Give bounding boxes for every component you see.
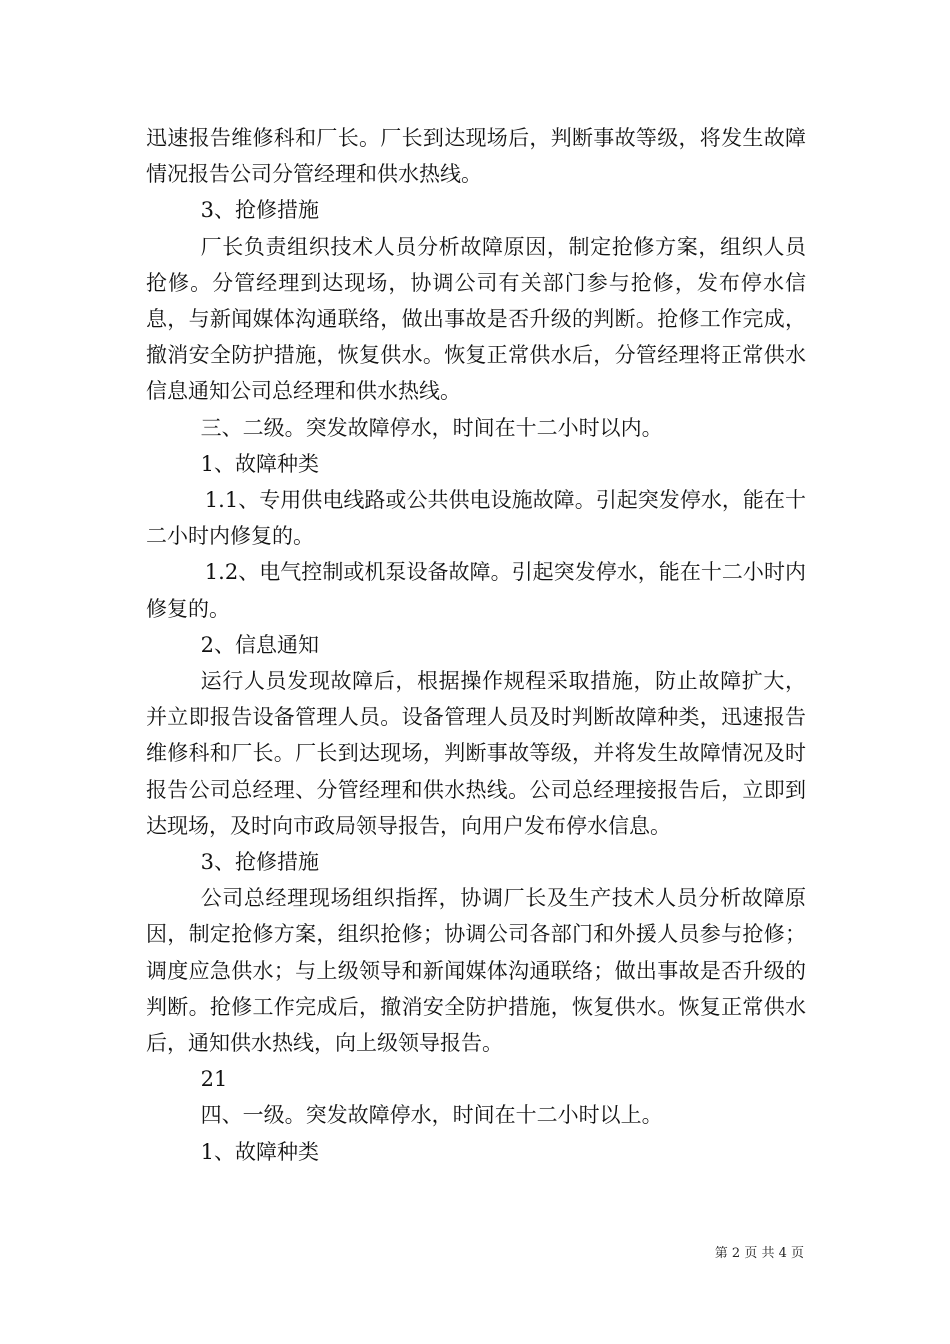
section-heading: 3、抢修措施: [200, 850, 319, 875]
paragraph: 运行人员发现故障后，根据操作规程采取措施，防止故障扩大，并立即报告设备管理人员。设备管理人员及时判断故障种类，迅速报告维修科和厂长。厂长到达现场，判断事故等级，并将发生故障情况及时报告公司总经理、分管经理和供水热线。公司总经理接报告后，立即到达现场，及时向市政局领导报告，向用户发布停水信息。: [146, 669, 806, 838]
stray-number: 21: [200, 1067, 228, 1092]
section-heading: 四、一级。突发故障停水，时间在十二小时以上。: [200, 1103, 663, 1128]
document-body: [146, 120, 806, 1170]
section-heading: 1、故障种类: [200, 1139, 319, 1164]
section-heading: 三、二级。突发故障停水，时间在十二小时以内。: [200, 415, 663, 440]
section-heading: 3、抢修措施: [200, 198, 319, 223]
paragraph: 公司总经理现场组织指挥，协调厂长及生产技术人员分析故障原因，制定抢修方案，组织抢修；协调公司各部门和外援人员参与抢修；调度应急供水；与上级领导和新闻媒体沟通联络；做出事故是否升级的判断。抢修工作完成后，撤消安全防护措施，恢复供水。恢复正常供水后，通知供水热线，向上级领导报告。: [146, 886, 806, 1056]
paragraph: 厂长负责组织技术人员分析故障原因，制定抢修方案，组织人员抢修。分管经理到达现场，协调公司有关部门参与抢修，发布停水信息，与新闻媒体沟通联络，做出事故是否升级的判断。抢修工作完成，撤消安全防护措施，恢复供水。恢复正常供水后，分管经理将正常供水信息通知公司总经理和供水热线。: [146, 234, 806, 404]
list-item: 1.1、专用供电线路或公共供电设施故障。引起突发停水，能在十二小时内修复的。: [146, 488, 806, 549]
list-item: 1.2、电气控制或机泵设备故障。引起突发停水，能在十二小时内修复的。: [146, 560, 806, 621]
page-number-footer: 第 2 页 共 4 页: [714, 1246, 804, 1261]
paragraph: 迅速报告维修科和厂长。厂长到达现场后，判断事故等级，将发生故障情况报告公司分管经理和供水热线。: [146, 126, 806, 187]
section-heading: 1、故障种类: [200, 451, 319, 476]
section-heading: 2、信息通知: [200, 632, 319, 657]
